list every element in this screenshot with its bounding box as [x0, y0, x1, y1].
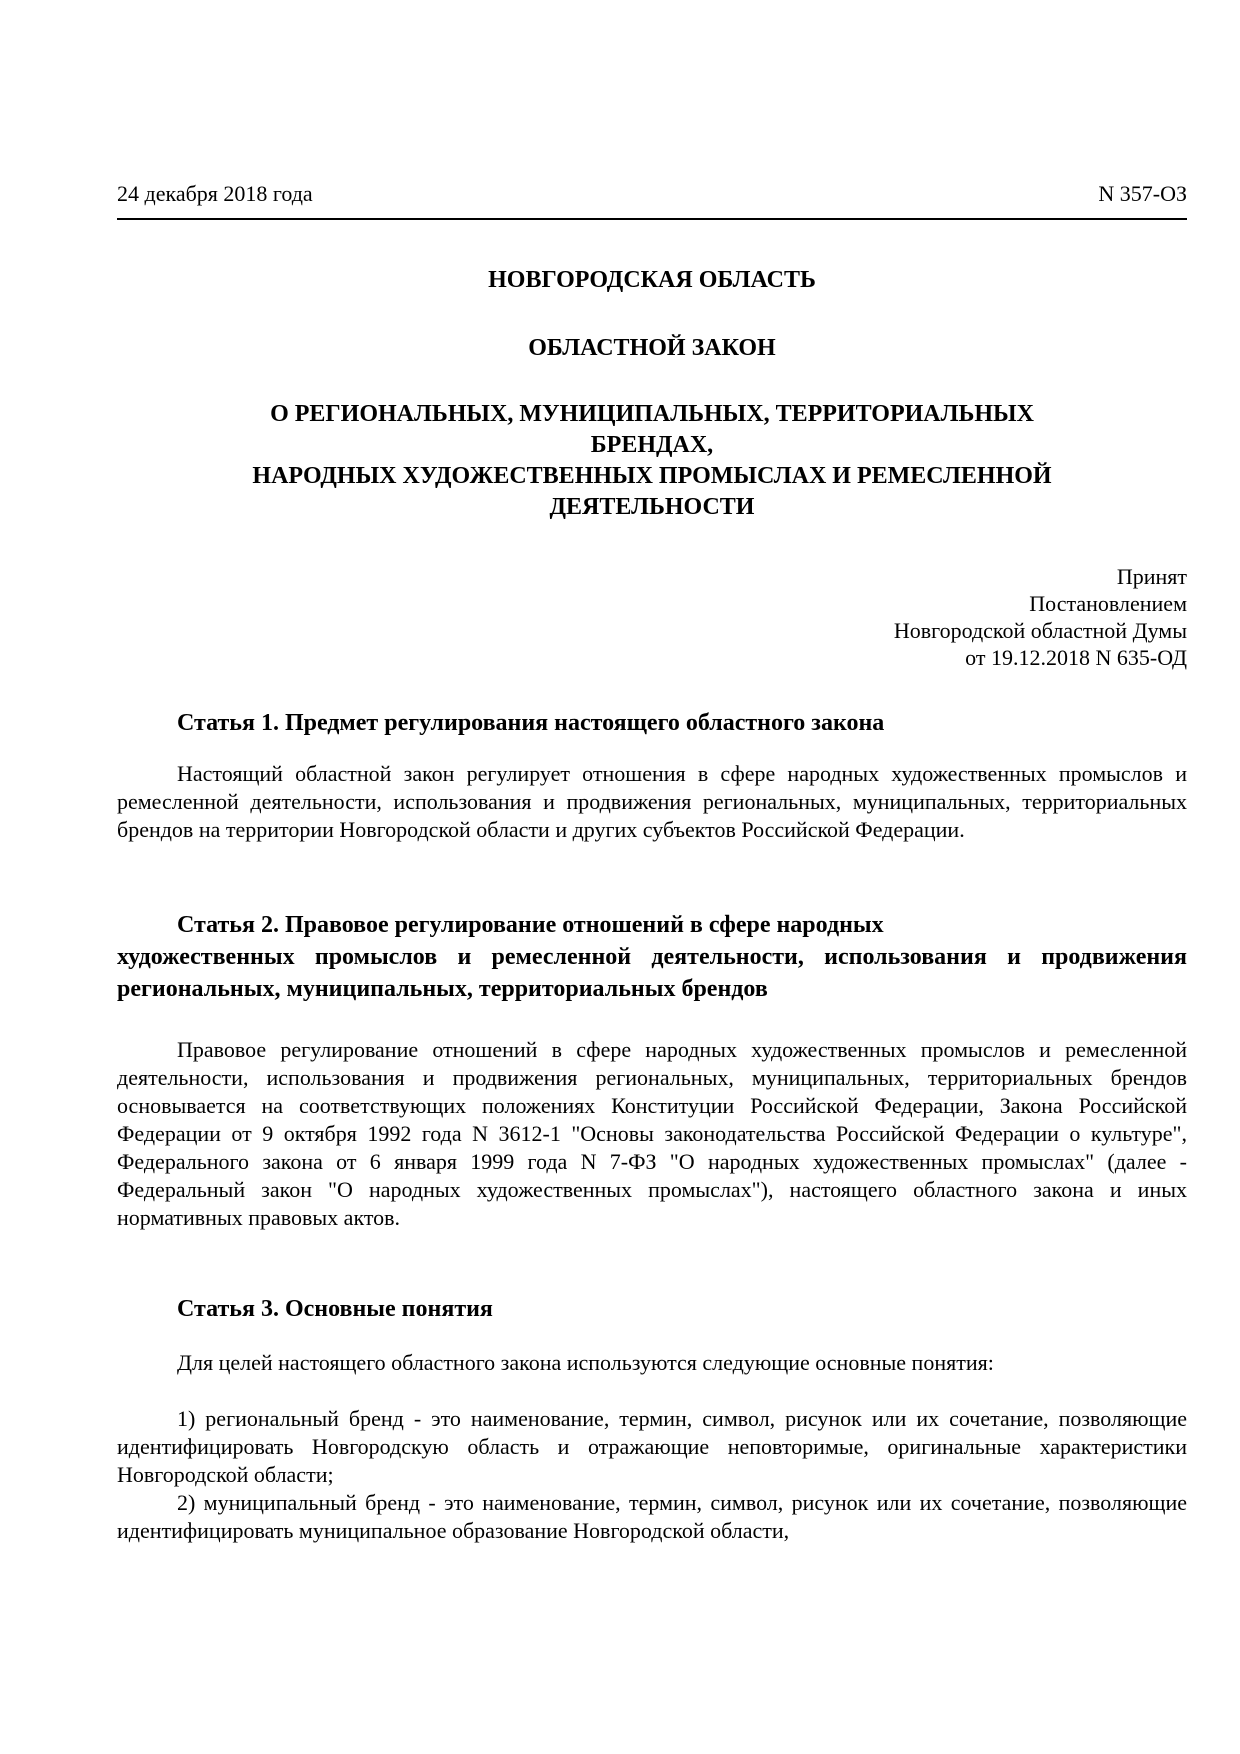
- region-title: НОВГОРОДСКАЯ ОБЛАСТЬ: [488, 267, 816, 293]
- adoption-line: Постановлением: [1029, 591, 1187, 616]
- law-name-line: НАРОДНЫХ ХУДОЖЕСТВЕННЫХ ПРОМЫСЛАХ И РЕМЕСЛЕННОЙ: [252, 463, 1052, 489]
- adoption-line: от 19.12.2018 N 635-ОД: [965, 645, 1187, 670]
- definition-1: 1) региональный бренд - это наименование, термин, символ, рисунок или их сочетание, позволяющие идентифицировать Новгородскую область и отражающие неповторимые, оригинальные характеристики Новгородской области;: [117, 1406, 1187, 1487]
- article-3-heading: Статья 3. Основные понятия: [177, 1296, 493, 1322]
- law-name-line: О РЕГИОНАЛЬНЫХ, МУНИЦИПАЛЬНЫХ, ТЕРРИТОРИАЛЬНЫХ: [270, 401, 1034, 427]
- adoption-block: [894, 563, 1187, 671]
- article-1-heading: Статья 1. Предмет регулирования настоящего областного закона: [177, 710, 885, 736]
- adoption-line: Принят: [1116, 564, 1187, 589]
- article-2-heading-continuation: художественных промыслов и ремесленной деятельности, использования и продвижения региональных, муниципальных, территориальных брендов: [117, 944, 1187, 1002]
- law-name-title: [117, 399, 1187, 523]
- law-name-line: БРЕНДАХ,: [590, 432, 714, 458]
- law-name-line: ДЕЯТЕЛЬНОСТИ: [549, 494, 755, 520]
- law-number: N 357-ОЗ: [1098, 181, 1187, 206]
- header-divider: [117, 218, 1187, 220]
- document-header: [117, 180, 1187, 218]
- article-2-heading-line: Статья 2. Правовое регулирование отношений в сфере народных: [177, 912, 884, 938]
- article-2-text: Правовое регулирование отношений в сфере народных художественных промыслов и ремесленной деятельности, использования и продвижения региональных, муниципальных, территориальных брендов основывается на соответствующих положениях Конституции Российской Федерации, Закона Российской Федерации от 9 октября 1992 года N 3612-1 "Основы законодательства Российской Федерации о культуре", Федерального закона от 6 января 1999 года N 7-ФЗ "О народных художественных промыслах" (далее - Федеральный закон "О народных художественных промыслах"), настоящего областного закона и иных нормативных правовых актов.: [117, 1037, 1187, 1230]
- article-1-text: Настоящий областной закон регулирует отношения в сфере народных художественных промыслов и ремесленной деятельности, использования и продвижения региональных, муниципальных, территориальных брендов на территории Новгородской области и других субъектов Российской Федерации.: [117, 761, 1187, 842]
- document-page: [117, 0, 1187, 1754]
- document-type-title: ОБЛАСТНОЙ ЗАКОН: [528, 335, 776, 361]
- article-3-intro: Для целей настоящего областного закона используются следующие основные понятия:: [177, 1350, 994, 1375]
- article-2-heading: [117, 909, 1187, 1005]
- law-date: 24 декабря 2018 года: [117, 181, 313, 206]
- definition-2: 2) муниципальный бренд - это наименование, термин, символ, рисунок или их сочетание, позволяющие идентифицировать муниципальное образование Новгородской области,: [117, 1490, 1187, 1543]
- adoption-line: Новгородской областной Думы: [893, 618, 1187, 643]
